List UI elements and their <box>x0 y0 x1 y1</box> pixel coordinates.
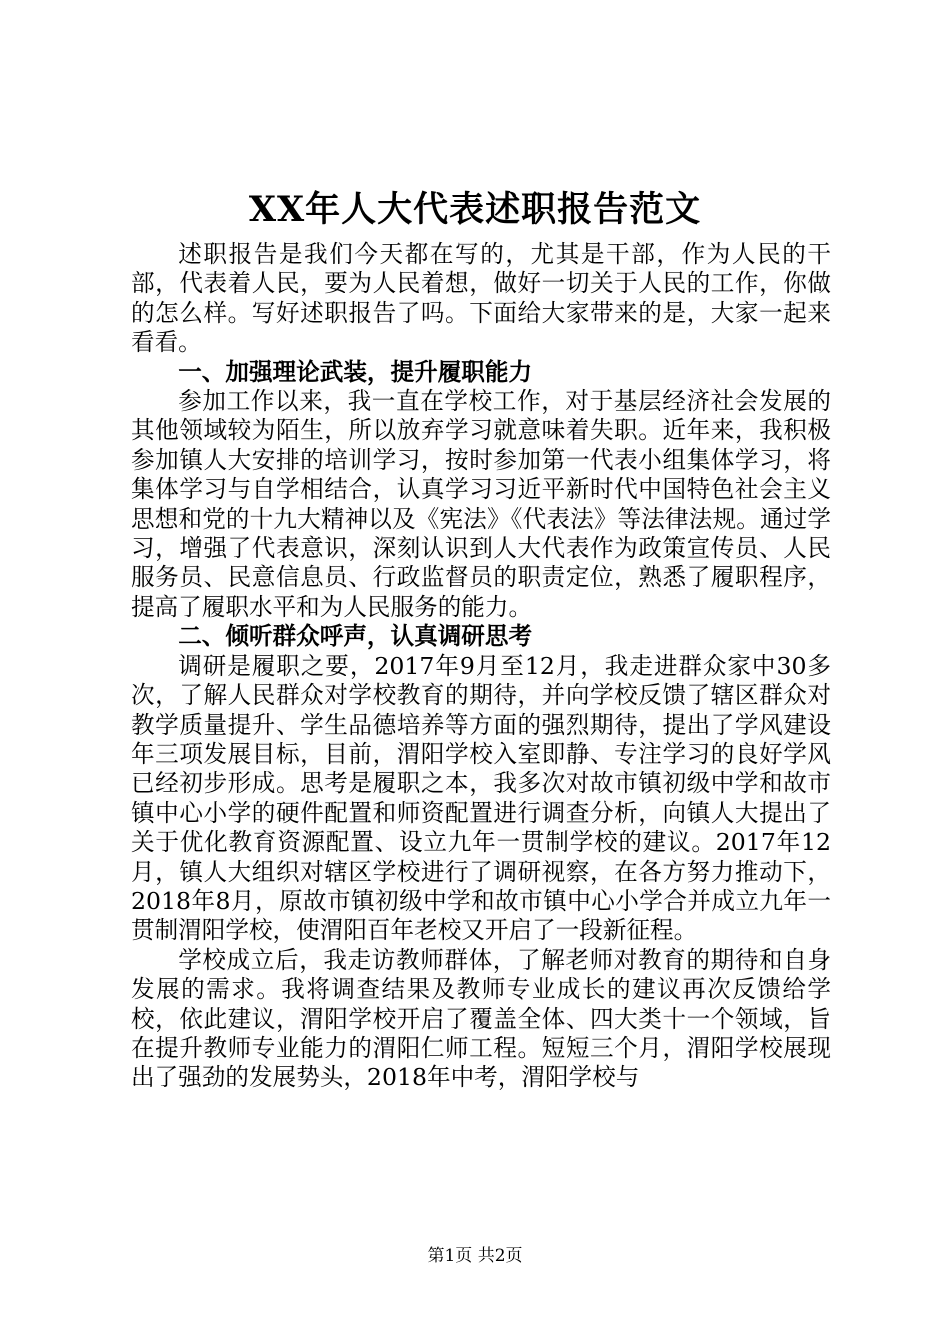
intro-paragraph: 述职报告是我们今天都在写的，尤其是干部，作为人民的干部，代表着人民，要为人民着想，做好一切关于人民的工作，你做的怎么样。写好述职报告了吗。下面给大家带来的是，大家一起来看看。 <box>131 240 831 357</box>
section-heading-2: 二、倾听群众呼声，认真调研思考 <box>178 622 533 651</box>
page-footer: 第1页 共2页 <box>427 1246 523 1266</box>
section-2-paragraph-1: 调研是履职之要，2017年9月至12月，我走进群众家中30多次，了解人民群众对学校教育的期待，并向学校反馈了辖区群众对教学质量提升、学生品德培养等方面的强烈期待，提出了学风建设年三项发展目标，目前，渭阳学校入室即静、专注学习的良好学风已经初步形成。思考是履职之本，我多次对故市镇初级中学和故市镇中心小学的硬件配置和师资配置进行调查分析，向镇人大提出了关于优化教育资源配置、设立九年一贯制学校的建议。2017年12月，镇人大组织对辖区学校进行了调研视察，在各方努力推动下，2018年8月，原故市镇初级中学和故市镇中心小学合并成立九年一贯制渭阳学校，使渭阳百年老校又开启了一段新征程。 <box>131 651 831 945</box>
document-title: XX年人大代表述职报告范文 <box>248 189 702 230</box>
section-heading-1: 一、加强理论武装，提升履职能力 <box>178 357 533 386</box>
section-1-paragraph: 参加工作以来，我一直在学校工作，对于基层经济社会发展的其他领域较为陌生，所以放弃学习就意味着失职。近年来，我积极参加镇人大安排的培训学习，按时参加第一代表小组集体学习，将集体学习与自学相结合，认真学习习近平新时代中国特色社会主义思想和党的十九大精神以及《宪法》《代表法》等法律法规。通过学习，增强了代表意识，深刻认识到人大代表作为政策宣传员、人民服务员、民意信息员、行政监督员的职责定位，熟悉了履职程序，提高了履职水平和为人民服务的能力。 <box>131 387 831 621</box>
section-2-paragraph-2: 学校成立后，我走访教师群体，了解老师对教育的期待和自身发展的需求。我将调查结果及教师专业成长的建议再次反馈给学校，依此建议，渭阳学校开启了覆盖全体、四大类十一个领域，旨在提升教师专业能力的渭阳仁师工程。短短三个月，渭阳学校展现出了强劲的发展势头，2018年中考，渭阳学校与 <box>131 945 831 1092</box>
document-body <box>131 240 831 1093</box>
